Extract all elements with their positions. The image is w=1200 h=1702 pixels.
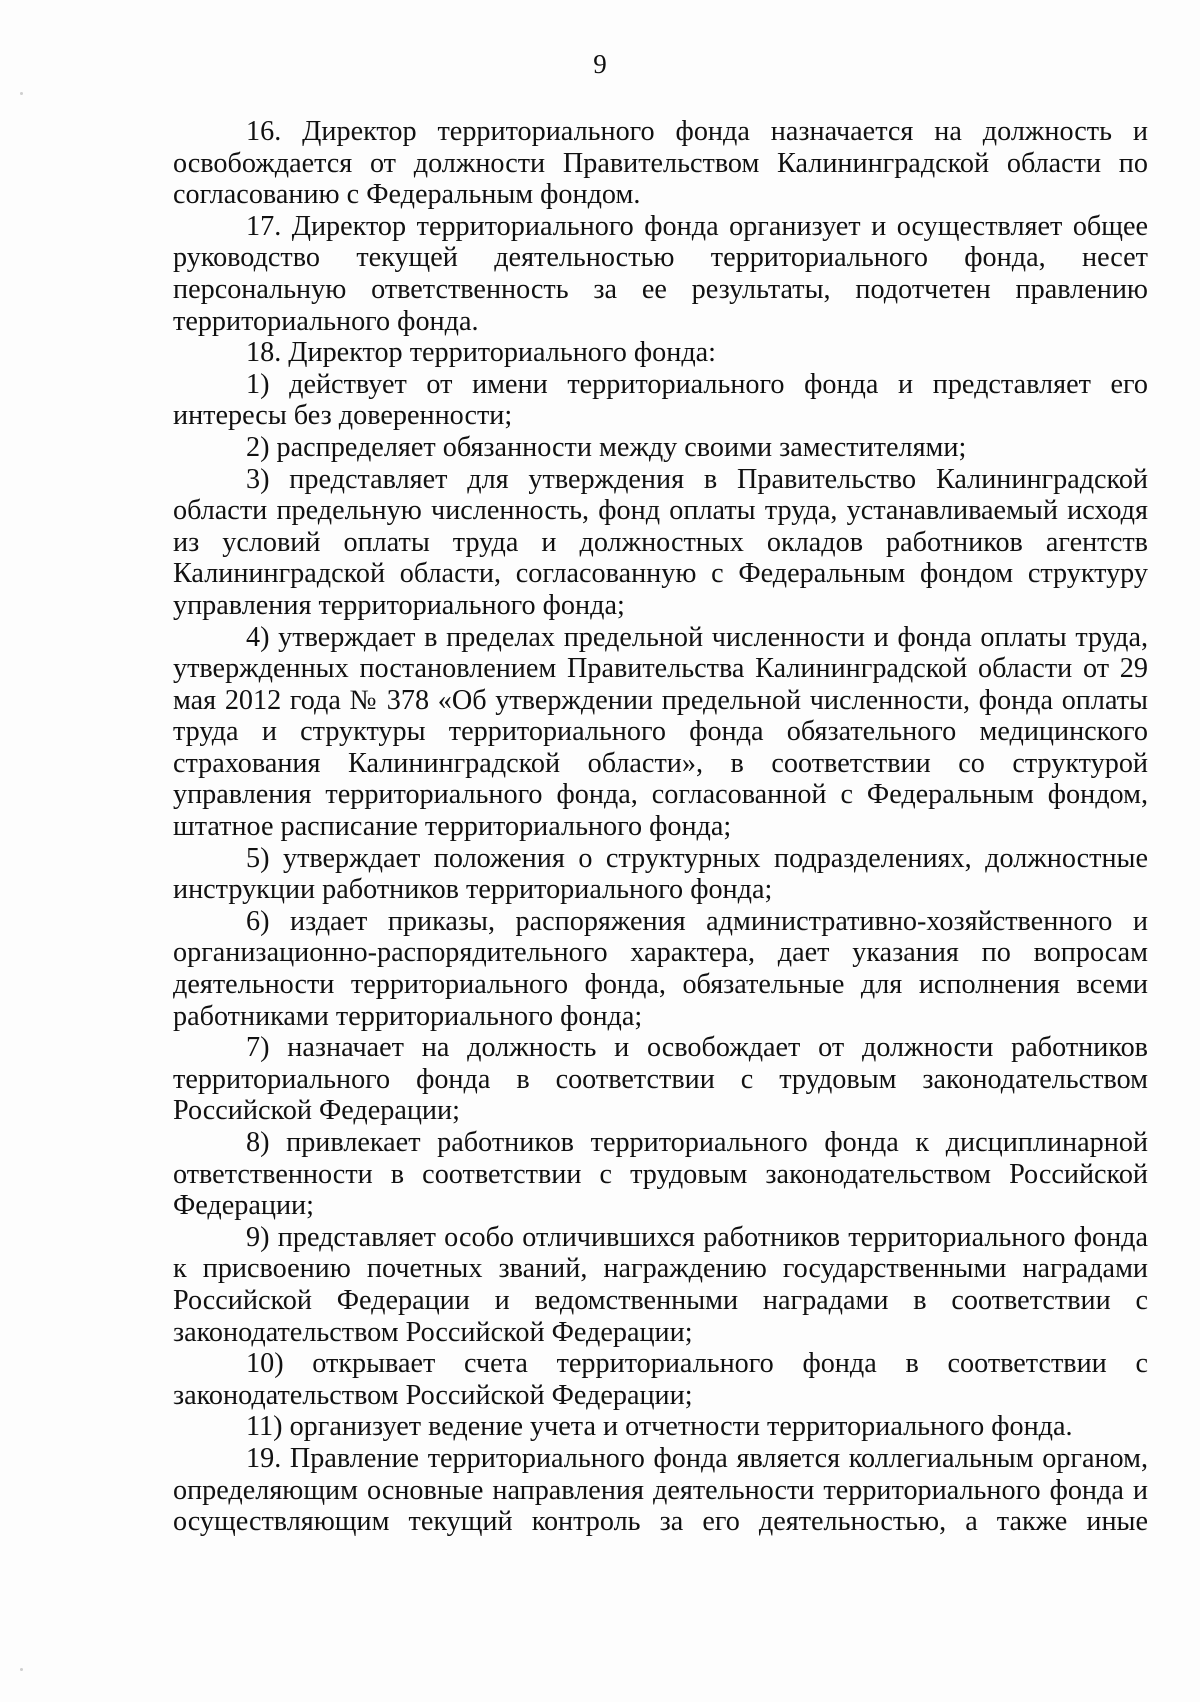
scan-dot [20,92,23,95]
list-item-2: 2) распределяет обязанности между своими заместителями; [246,431,967,463]
list-item-6: 6) издает приказы, распоряжения административно-хозяйственного и организационно-распорядительного характера, дает указания по вопросам деятельности территориального фонда, обязательные для исполнения всеми работниками территориального фонда; [173,905,1148,1032]
paragraph-19: 19. Правление территориального фонда является коллегиальным органом, определяющим основные направления деятельности территориального фонда и осуществляющим текущий контроль за его деятельностью, а также иные [173,1442,1148,1538]
paragraph-16: 16. Директор территориального фонда назначается на должность и освобождается от должности Правительством Калининградской области по согласованию с Федеральным фондом. [173,116,1148,211]
list-item-10: 10) открывает счета территориального фонда в соответствии с законодательством Российской Федерации; [173,1348,1148,1411]
list-item-8: 8) привлекает работников территориального фонда к дисциплинарной ответственности в соответствии с трудовым законодательством Российской Федерации; [173,1127,1148,1222]
list-item-9: 9) представляет особо отличившихся работников территориального фонда к присвоению почетных званий, награждению государственными наградами Российской Федерации и ведомственными наградами в соответствии с законодательством Российской Федерации; [173,1221,1148,1348]
page-number: 9 [593,49,607,79]
list-item-1: 1) действует от имени территориального фонда и представляет его интересы без доверенности; [173,368,1148,432]
list-item-4: 4) утверждает в пределах предельной численности и фонда оплаты труда, утвержденных постановлением Правительства Калининградской области от 29 мая 2012 года № 378 «Об утверждении предельной численности, фонда оплаты труда и структуры территориального фонда обязательного медицинского страхования Калининградской области», в соответствии со структурой управления территориального фонда, согласованной с Федеральным фондом, штатное расписание территориального фонда; [173,621,1148,843]
list-item-5: 5) утверждает положения о структурных подразделениях, должностные инструкции работников территориального фонда; [173,842,1148,906]
paragraph-17: 17. Директор территориального фонда организует и осуществляет общее руководство текущей деятельностью территориального фонда, несет персональную ответственность за ее результаты, подотчетен правлению территориального фонда. [173,210,1148,337]
scan-dot [20,1668,23,1671]
list-item-3: 3) представляет для утверждения в Правительство Калининградской области предельную численность, фонд оплаты труда, устанавливаемый исходя из условий оплаты труда и должностных окладов работников агентств Калининградской области, согласованную с Федеральным фондом структуру управления территориального фонда; [173,463,1148,621]
document-body [173,116,1148,1538]
list-item-7: 7) назначает на должность и освобождает от должности работников территориального фонда в соответствии с трудовым законодательством Российской Федерации; [173,1032,1148,1127]
paragraph-18: 18. Директор территориального фонда: [246,337,717,369]
list-item-11: 11) организует ведение учета и отчетности территориального фонда. [246,1411,1073,1443]
